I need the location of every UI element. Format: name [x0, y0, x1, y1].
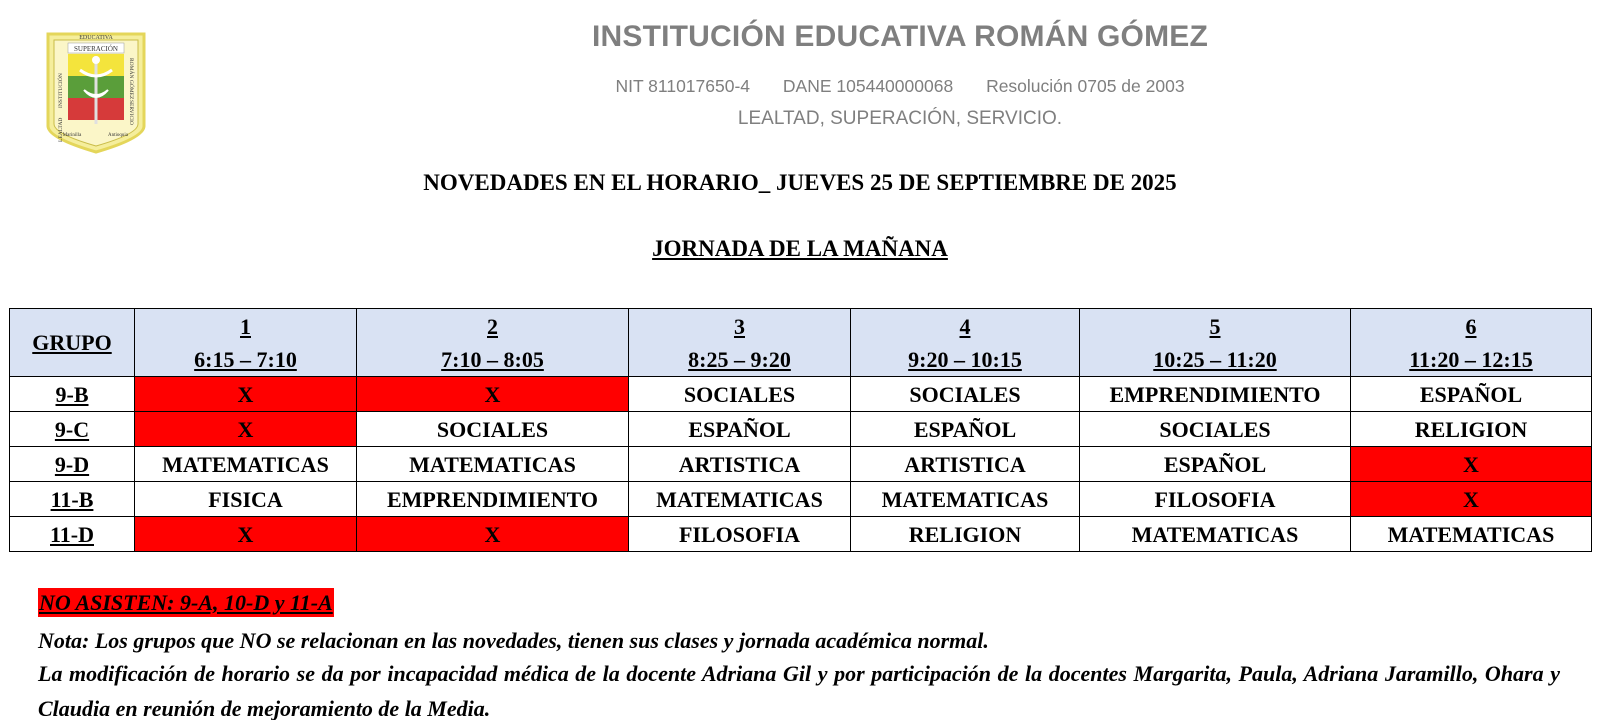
- schedule-cell: FILOSOFIA: [1080, 482, 1351, 517]
- no-asisten-notice: NO ASISTEN: 9-A, 10-D y 11-A: [39, 590, 333, 615]
- schedule-cell: ESPAÑOL: [629, 412, 851, 447]
- group-column-header: GRUPO: [10, 309, 135, 377]
- logo-left-text: INSTITUCIÓN: [58, 73, 64, 108]
- schedule-cell: EMPRENDIMIENTO: [357, 482, 629, 517]
- schedule-cell: MATEMATICAS: [629, 482, 851, 517]
- period-header: 4 9:20 – 10:15: [851, 309, 1080, 377]
- schedule-cell: ESPAÑOL: [1080, 447, 1351, 482]
- schedule-cell: MATEMATICAS: [135, 447, 357, 482]
- schedule-cell: FISICA: [135, 482, 357, 517]
- school-name: INSTITUCIÓN EDUCATIVA ROMÁN GÓMEZ: [591, 20, 1209, 53]
- group-cell: 11-B: [10, 482, 135, 517]
- schedule-cell: ESPAÑOL: [1351, 377, 1592, 412]
- schedule-cell: SOCIALES: [629, 377, 851, 412]
- logo-left-text2: LEALTAD: [58, 117, 64, 142]
- schedule-cell: MATEMATICAS: [1080, 517, 1351, 552]
- period-header: 5 10:25 – 11:20: [1080, 309, 1351, 377]
- period-header: 2 7:10 – 8:05: [357, 309, 629, 377]
- group-cell: 9-D: [10, 447, 135, 482]
- schedule-cell: RELIGION: [1351, 412, 1592, 447]
- schedule-cell: SOCIALES: [1080, 412, 1351, 447]
- schedule-cell: ESPAÑOL: [851, 412, 1080, 447]
- group-cell: 9-C: [10, 412, 135, 447]
- schedule-cell: X: [135, 412, 357, 447]
- nit-text: NIT 811017650-4: [615, 76, 751, 96]
- group-cell: 9-B: [10, 377, 135, 412]
- table-row: [10, 412, 1592, 447]
- nota-text: Nota: Los grupos que NO se relacionan en las novedades, tienen sus clases y jornada académica normal.: [38, 628, 989, 653]
- schedule-cell: MATEMATICAS: [1351, 517, 1592, 552]
- schedule-cell: X: [135, 517, 357, 552]
- schedule-header-row: [10, 309, 1592, 377]
- logo-right-text2: SERVICIO: [128, 100, 134, 125]
- schedule-cell: SOCIALES: [851, 377, 1080, 412]
- logo-right-text: ROMÁN GÓMEZ: [128, 58, 134, 100]
- schedule-cell: ARTISTICA: [851, 447, 1080, 482]
- institution-ids: [0, 76, 1600, 97]
- logo-bottom-left: Marinilla: [62, 133, 82, 138]
- schedule-cell: X: [135, 377, 357, 412]
- period-header: 6 11:20 – 12:15: [1351, 309, 1592, 377]
- schedule-cell: RELIGION: [851, 517, 1080, 552]
- table-row: [10, 377, 1592, 412]
- dane-text: DANE 105440000068: [782, 76, 954, 96]
- resolucion-text: Resolución 0705 de 2003: [986, 76, 1185, 96]
- schedule-cell: MATEMATICAS: [851, 482, 1080, 517]
- schedule-cell: EMPRENDIMIENTO: [1080, 377, 1351, 412]
- period-header: 3 8:25 – 9:20: [629, 309, 851, 377]
- table-row: [10, 447, 1592, 482]
- logo-bottom-right: Antioquia: [108, 133, 128, 138]
- jornada-heading: JORNADA DE LA MAÑANA: [652, 236, 948, 261]
- schedule-cell: ARTISTICA: [629, 447, 851, 482]
- schedule-cell: FILOSOFIA: [629, 517, 851, 552]
- group-cell: 11-D: [10, 517, 135, 552]
- schedule-cell: MATEMATICAS: [357, 447, 629, 482]
- table-row: [10, 517, 1592, 552]
- school-motto: LEALTAD, SUPERACIÓN, SERVICIO.: [737, 108, 1063, 129]
- schedule-cell: X: [357, 377, 629, 412]
- schedule-cell: X: [1351, 482, 1592, 517]
- schedule-cell: X: [357, 517, 629, 552]
- schedule-table: [9, 308, 1592, 552]
- logo-banner-text: SUPERACIÓN: [74, 45, 118, 53]
- table-row: [10, 482, 1592, 517]
- motivo-text: La modificación de horario se da por incapacidad médica de la docente Adriana Gil y por participación de la docentes Margarita, Paula, Adriana Jaramillo, Ohara y Claudia en reunión de mejoramiento de la Media.: [38, 661, 1560, 720]
- schedule-cell: X: [1351, 447, 1592, 482]
- logo-top-text: EDUCATIVA: [79, 35, 113, 41]
- document-title: NOVEDADES EN EL HORARIO_ JUEVES 25 DE SEPTIEMBRE DE 2025: [423, 170, 1177, 195]
- schedule-cell: SOCIALES: [357, 412, 629, 447]
- period-header: 1 6:15 – 7:10: [135, 309, 357, 377]
